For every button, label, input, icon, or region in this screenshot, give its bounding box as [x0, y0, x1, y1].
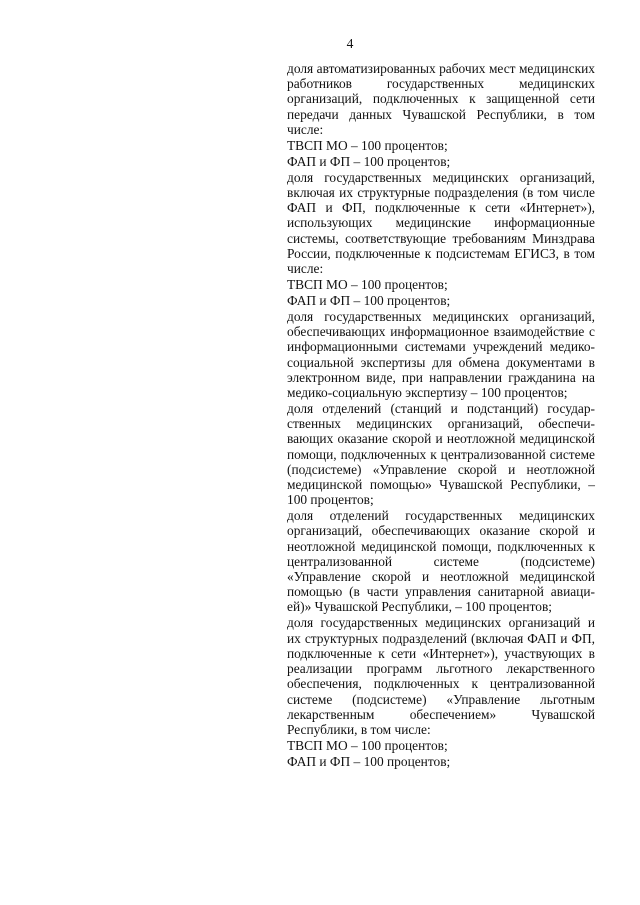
page-number: 4: [346, 36, 354, 51]
indicator-value-line: ФАП и ФП – 100 процентов;: [287, 753, 451, 769]
indicator-paragraph: доля отделений (станций и подстанций) государственных медицинских организаций, обеспечивающих оказание скорой и неотложной медицинской помощи, подключенных к централизованной системе (подсистеме) «Управление скорой и неотложной медицинской помощью» Чувашской Республики, – 100 процентов;: [287, 401, 595, 508]
indicator-value-line: ТВСП МО – 100 процентов;: [287, 277, 448, 293]
indicator-paragraph: доля государственных медицинских организаций и их структурных подразделений (включая ФАП и ФП, подключенные к сети «Интернет»), участвующих в реализации программ льготного лекарственного обеспечения, подключенных к централизованной системе (подсистеме) «Управление льготным лекарственным обеспечением» Чувашской Республики, в том числе:: [287, 615, 595, 737]
indicator-paragraph: доля автоматизированных рабочих мест медицинских работников государственных медицинских организаций, подключенных к защищенной сети передачи данных Чувашской Республики, в том числе:: [287, 61, 595, 137]
indicator-value-line: ФАП и ФП – 100 процентов;: [287, 153, 451, 169]
indicator-paragraph: доля отделений государственных медицинских организаций, обеспечивающих оказание скорой и неотложной медицинской помощи, подключенных к централизованной системе (подсистеме) «Управление скорой и неотложной медицинской помощью (в части управления санитарной авиацией)» Чувашской Республики, – 100 процентов;: [287, 508, 595, 615]
indicator-paragraph: доля государственных медицинских организаций, включая их структурные подразделения (в том числе ФАП и ФП, подключенные к сети «Интернет»), использующих медицинские информационные системы, соответствующие требованиям Минздрава России, подключенные к подсистемам ЕГИСЗ, в том числе:: [287, 169, 595, 277]
indicator-value-line: ТВСП МО – 100 процентов;: [287, 737, 448, 753]
document-body: [287, 61, 595, 769]
indicator-paragraph: доля государственных медицинских организаций, обеспечивающих информационное взаимодействие с информационными системами учреждений медико-социальной экспертизы для обмена документами в электронном виде, при направлении гражданина на медико-социальную экспертизу – 100 процентов;: [287, 309, 595, 401]
indicator-value-line: ФАП и ФП – 100 процентов;: [287, 293, 451, 309]
indicator-value-line: ТВСП МО – 100 процентов;: [287, 137, 448, 153]
